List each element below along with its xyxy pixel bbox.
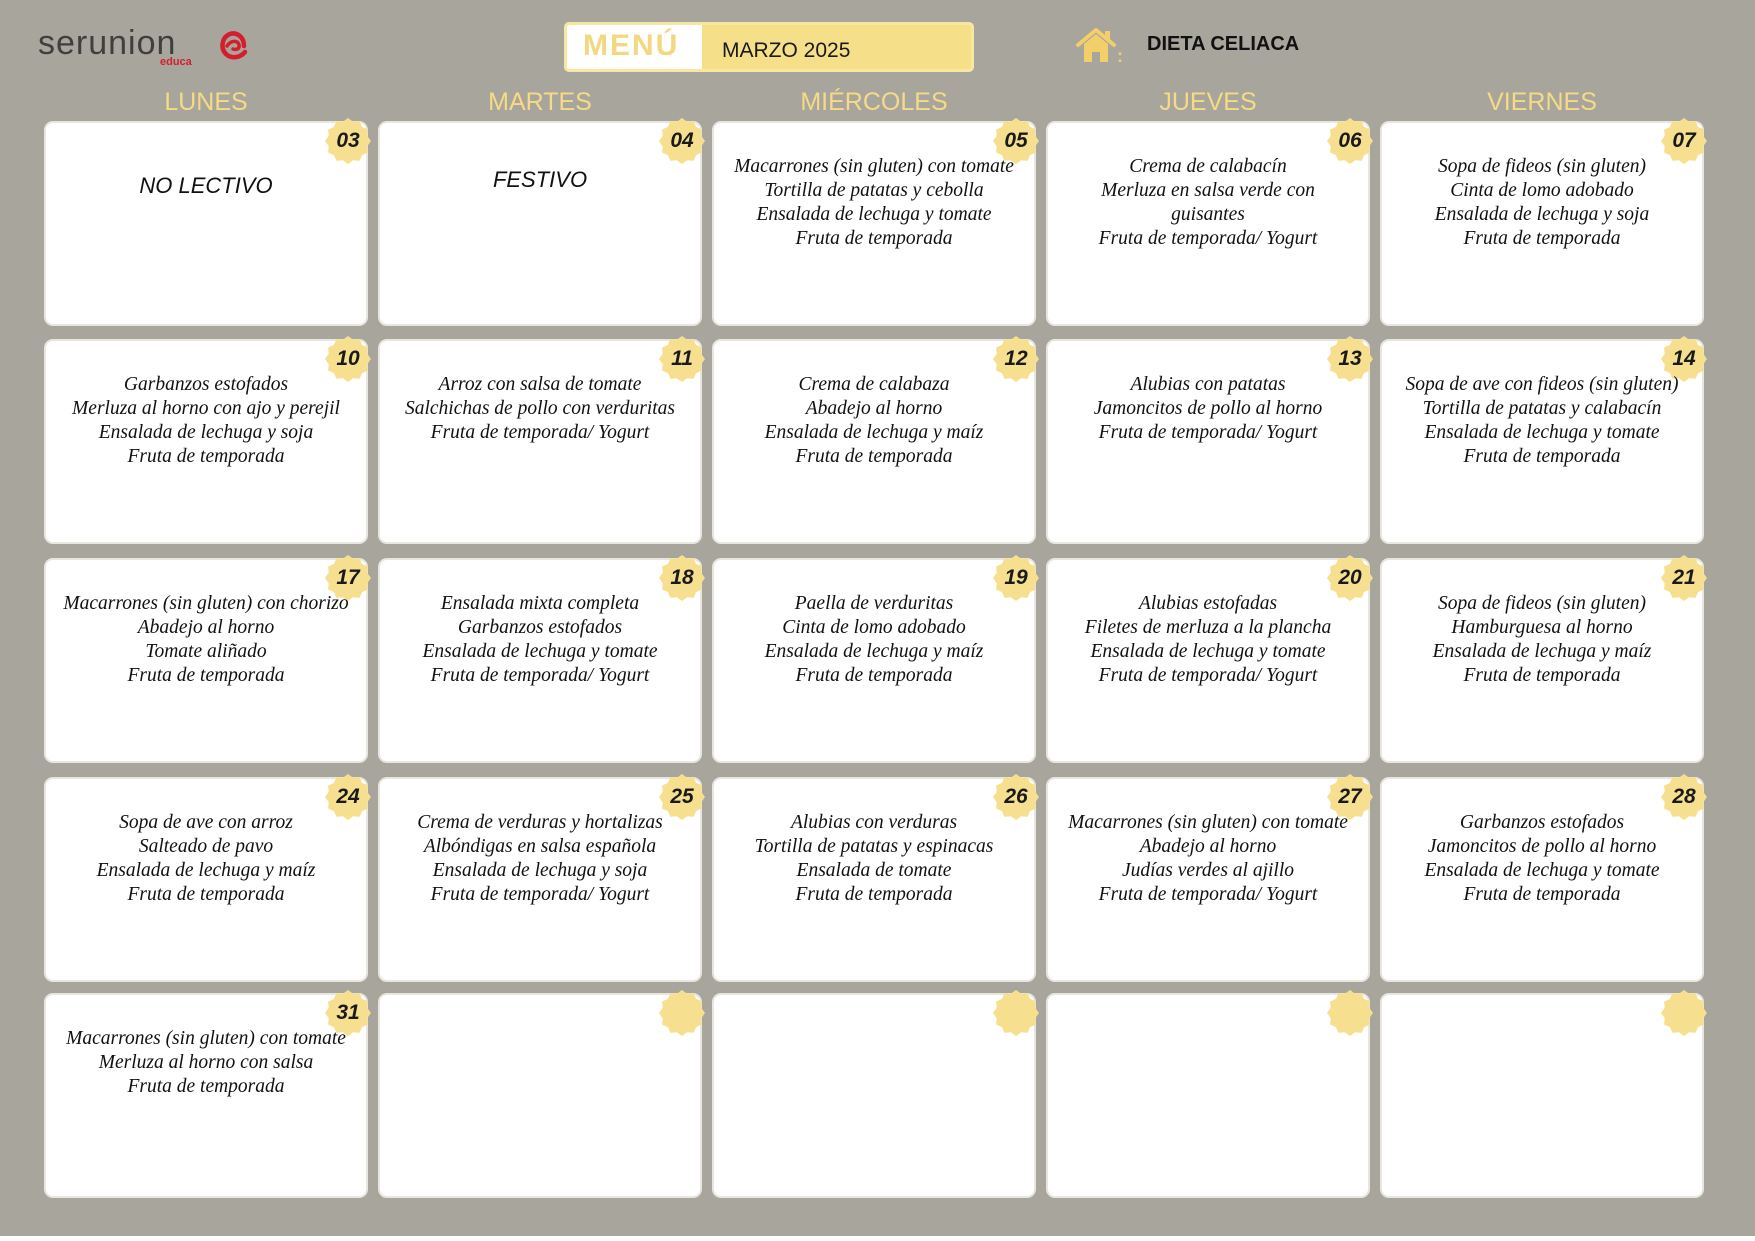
menu-item: Filetes de merluza a la plancha	[1084, 617, 1332, 638]
home-icon	[1075, 26, 1123, 66]
date-number	[992, 989, 1040, 1037]
day-cell	[1380, 993, 1704, 1198]
day-cell	[712, 121, 1036, 326]
menu-item: Tomate aliñado	[145, 641, 267, 662]
date-number: 19	[1004, 566, 1028, 589]
menu-items	[1052, 811, 1364, 907]
date-number: 20	[1338, 566, 1362, 589]
menu-item: Abadejo al horno	[137, 617, 275, 638]
menu-item: Ensalada de lechuga y tomate	[1424, 860, 1660, 881]
special-day-label: FESTIVO	[492, 167, 588, 192]
day-cell	[1380, 339, 1704, 544]
menu-item: Fruta de temporada	[127, 665, 285, 686]
brand-logo	[38, 20, 268, 74]
menu-item: Fruta de temporada/ Yogurt	[1098, 884, 1318, 905]
day-cell	[1380, 121, 1704, 326]
menu-item: Garbanzos estofados	[1459, 812, 1625, 833]
day-header-1: MARTES	[488, 88, 592, 116]
menu-item: Salchichas de pollo con verduritas	[404, 398, 676, 419]
menu-item: Garbanzos estofados	[457, 617, 623, 638]
menu-item: Cinta de lomo adobado	[782, 617, 966, 638]
date-number: 24	[336, 785, 360, 808]
menu-item: Alubias con patatas	[1130, 374, 1286, 395]
date-number: 25	[670, 785, 694, 808]
day-cell	[44, 558, 368, 763]
day-cell	[712, 993, 1036, 1198]
menu-item: Macarrones (sin gluten) con tomate	[1068, 812, 1348, 833]
day-cell	[712, 339, 1036, 544]
diet-label: DIETA CELIACA	[1147, 33, 1300, 55]
menu-items	[384, 811, 696, 907]
day-cell	[1046, 777, 1370, 982]
menu-item: Fruta de temporada/ Yogurt	[1098, 228, 1318, 249]
brand-subtitle: educa	[160, 56, 192, 68]
day-cell	[44, 777, 368, 982]
menu-item: Ensalada de lechuga y soja	[98, 422, 314, 443]
menu-item: Macarrones (sin gluten) con tomate	[66, 1028, 346, 1049]
menu-title: MENÚ	[583, 29, 680, 62]
menu-item: guisantes	[1171, 204, 1245, 225]
date-number	[1326, 989, 1374, 1037]
day-cell	[1380, 777, 1704, 982]
menu-item: Ensalada de lechuga y tomate	[1090, 641, 1326, 662]
menu-item: Jamoncitos de pollo al horno	[1427, 836, 1657, 857]
menu-item: Fruta de temporada/ Yogurt	[430, 665, 650, 686]
date-badge	[658, 117, 706, 165]
menu-item: Ensalada de lechuga y tomate	[756, 204, 992, 225]
date-number: 18	[670, 566, 694, 589]
menu-item: Ensalada de tomate	[796, 860, 952, 881]
date-number: 04	[670, 129, 694, 152]
day-header-0: LUNES	[164, 88, 248, 116]
menu-items	[1052, 592, 1364, 688]
date-number: 12	[1004, 347, 1028, 370]
date-number: 07	[1672, 129, 1696, 152]
date-number: 03	[336, 129, 360, 152]
date-number: 17	[336, 566, 360, 589]
menu-items	[1386, 811, 1698, 907]
menu-item: Arroz con salsa de tomate	[438, 374, 642, 395]
menu-item: Fruta de temporada	[1463, 446, 1621, 467]
menu-item: Albóndigas en salsa española	[423, 836, 657, 857]
brand-at-icon	[214, 26, 254, 66]
menu-item: Fruta de temporada	[127, 884, 285, 905]
date-number: 10	[336, 347, 360, 370]
menu-items	[50, 811, 362, 907]
menu-items	[718, 811, 1030, 907]
menu-items	[50, 373, 362, 469]
menu-item: Crema de calabacín	[1129, 156, 1287, 177]
menu-item: Merluza al horno con ajo y perejil	[72, 398, 340, 419]
menu-item: Fruta de temporada/ Yogurt	[1098, 665, 1318, 686]
menu-month: MARZO 2025	[722, 39, 851, 62]
menu-items	[1386, 373, 1698, 469]
date-number: 11	[671, 347, 693, 370]
menu-item: Ensalada de lechuga y tomate	[422, 641, 658, 662]
menu-item: Salteado de pavo	[138, 836, 274, 857]
menu-item: Ensalada de lechuga y maíz	[764, 422, 984, 443]
menu-item: Fruta de temporada	[795, 228, 953, 249]
day-cell	[378, 993, 702, 1198]
day-header-4: VIERNES	[1487, 88, 1597, 116]
day-cell	[1046, 993, 1370, 1198]
menu-item: Ensalada de lechuga y maíz	[1432, 641, 1652, 662]
menu-item: Sopa de ave con arroz	[119, 812, 293, 833]
date-number	[1660, 989, 1708, 1037]
day-cell	[1380, 558, 1704, 763]
special-day-label: NO LECTIVO	[139, 173, 273, 198]
menu-item: Fruta de temporada	[1463, 665, 1621, 686]
day-header-2: MIÉRCOLES	[800, 88, 948, 116]
menu-items	[384, 373, 696, 445]
day-cell	[44, 121, 368, 326]
menu-item: Sopa de ave con fideos (sin gluten)	[1405, 374, 1679, 395]
date-number: 31	[336, 1001, 360, 1024]
menu-item: Ensalada de lechuga y maíz	[96, 860, 316, 881]
menu-item: Ensalada de lechuga y soja	[1434, 204, 1650, 225]
menu-item: Judías verdes al ajillo	[1121, 860, 1295, 881]
menu-item: Tortilla de patatas y calabacín	[1422, 398, 1662, 419]
menu-item: Fruta de temporada	[795, 446, 953, 467]
menu-item: Fruta de temporada	[127, 446, 285, 467]
menu-item: Macarrones (sin gluten) con chorizo	[63, 593, 349, 614]
menu-item: Fruta de temporada	[795, 665, 953, 686]
date-badge	[324, 117, 372, 165]
menu-item: Paella de verduritas	[794, 593, 954, 614]
day-cell	[1046, 121, 1370, 326]
menu-item: Fruta de temporada/ Yogurt	[1098, 422, 1318, 443]
date-number	[658, 989, 706, 1037]
brand-name: serunion	[38, 24, 177, 62]
date-number: 28	[1672, 785, 1696, 808]
menu-item: Abadejo al horno	[805, 398, 943, 419]
date-number: 14	[1672, 347, 1696, 370]
menu-item: Ensalada de lechuga y maíz	[764, 641, 984, 662]
date-number: 05	[1004, 129, 1028, 152]
menu-item: Alubias con verduras	[790, 812, 958, 833]
day-cell	[378, 121, 702, 326]
menu-items	[1386, 155, 1698, 251]
menu-item: Merluza al horno con salsa	[98, 1052, 314, 1073]
menu-item: Fruta de temporada	[1463, 884, 1621, 905]
menu-item: Tortilla de patatas y cebolla	[764, 180, 984, 201]
menu-header-box	[564, 22, 974, 72]
menu-items	[1052, 155, 1364, 251]
date-badge	[992, 989, 1040, 1037]
menu-item: Fruta de temporada	[127, 1076, 285, 1097]
date-badge	[1326, 989, 1374, 1037]
menu-item: Cinta de lomo adobado	[1450, 180, 1634, 201]
day-cell	[1046, 558, 1370, 763]
date-number: 26	[1004, 785, 1028, 808]
menu-item: Sopa de fideos (sin gluten)	[1438, 156, 1646, 177]
menu-item: Fruta de temporada	[1463, 228, 1621, 249]
day-header-3: JUEVES	[1159, 88, 1257, 116]
menu-item: Merluza en salsa verde con	[1101, 180, 1315, 201]
day-cell	[378, 558, 702, 763]
date-badge	[1660, 989, 1708, 1037]
menu-items	[384, 592, 696, 688]
menu-item: Fruta de temporada/ Yogurt	[430, 884, 650, 905]
menu-item: Macarrones (sin gluten) con tomate	[734, 156, 1014, 177]
date-number: 13	[1338, 347, 1362, 370]
day-cell	[378, 777, 702, 982]
menu-item: Sopa de fideos (sin gluten)	[1438, 593, 1646, 614]
date-number: 21	[1672, 566, 1696, 589]
menu-items	[50, 592, 362, 688]
day-cell	[378, 339, 702, 544]
menu-items	[718, 155, 1030, 251]
day-cell	[44, 993, 368, 1198]
menu-item: Tortilla de patatas y espinacas	[754, 836, 994, 857]
menu-item: Crema de calabaza	[798, 374, 950, 395]
date-badge	[658, 989, 706, 1037]
menu-item: Abadejo al horno	[1139, 836, 1277, 857]
day-cell	[44, 339, 368, 544]
menu-items	[1386, 592, 1698, 688]
menu-items	[718, 373, 1030, 469]
menu-items	[50, 1027, 362, 1099]
date-number: 06	[1338, 129, 1362, 152]
menu-item: Hamburguesa al horno	[1451, 617, 1633, 638]
menu-item: Garbanzos estofados	[123, 374, 289, 395]
menu-item: Jamoncitos de pollo al horno	[1093, 398, 1323, 419]
menu-item: Alubias estofadas	[1138, 593, 1278, 614]
date-number: 27	[1338, 785, 1362, 808]
menu-item: Ensalada mixta completa	[440, 593, 640, 614]
menu-item: Fruta de temporada/ Yogurt	[430, 422, 650, 443]
day-cell	[712, 777, 1036, 982]
menu-items	[1052, 373, 1364, 445]
menu-item: Ensalada de lechuga y tomate	[1424, 422, 1660, 443]
day-cell	[1046, 339, 1370, 544]
menu-item: Ensalada de lechuga y soja	[432, 860, 648, 881]
home-colon: :	[1117, 46, 1123, 66]
menu-item: Crema de verduras y hortalizas	[417, 812, 663, 833]
menu-item: Fruta de temporada	[795, 884, 953, 905]
day-cell	[712, 558, 1036, 763]
menu-items	[718, 592, 1030, 688]
